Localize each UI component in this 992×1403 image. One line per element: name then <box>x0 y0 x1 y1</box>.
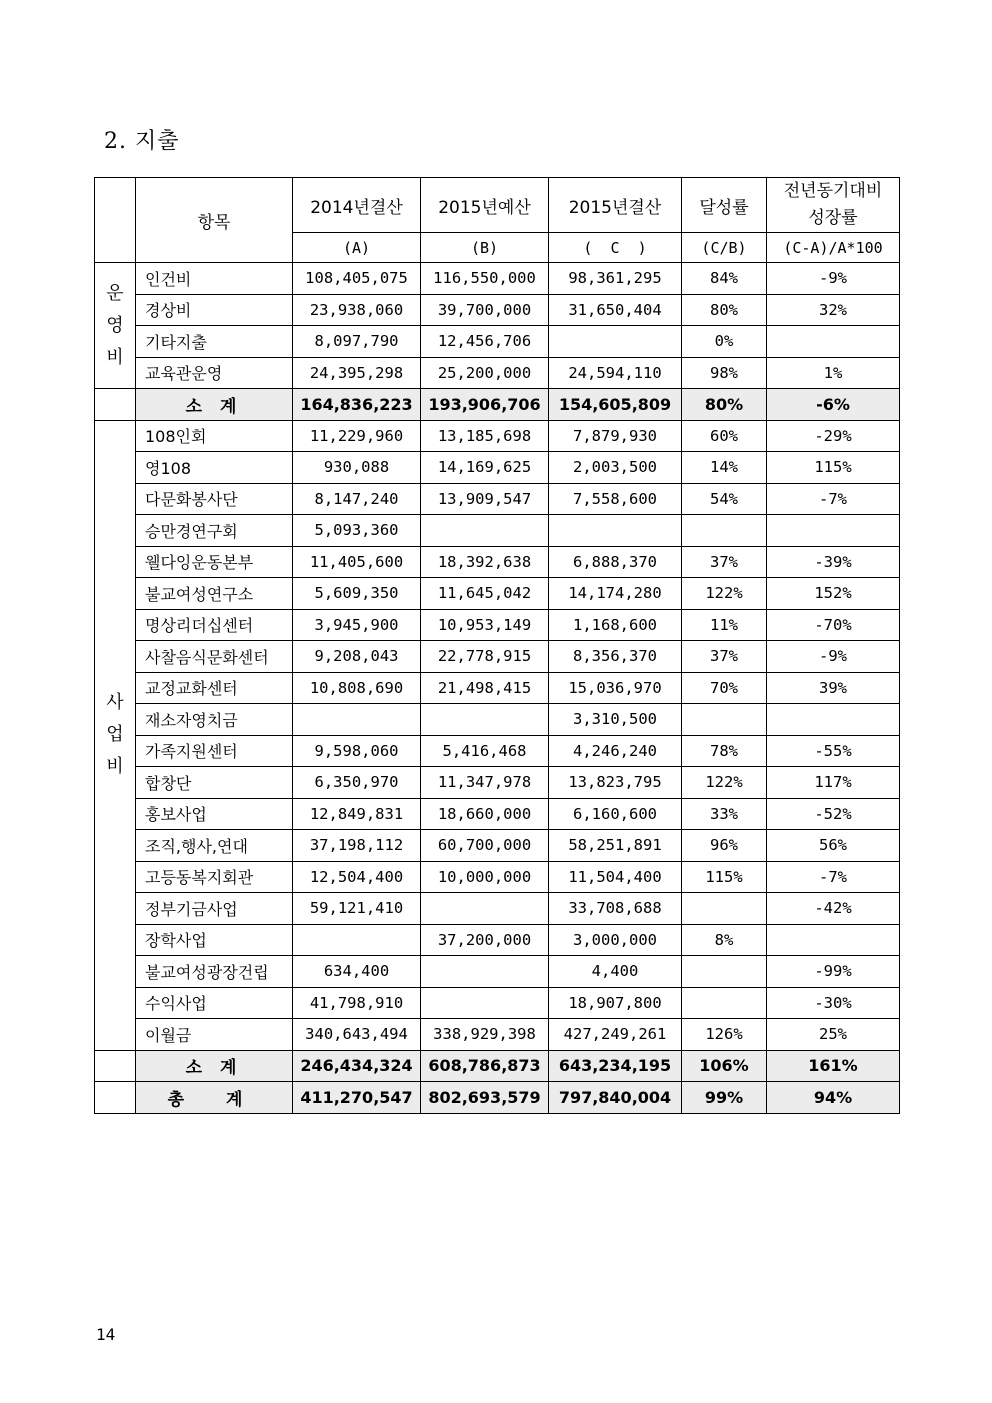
cell-2015-budget: 12,456,706 <box>421 326 549 358</box>
table-row <box>95 263 900 295</box>
group-label-char: 영 <box>106 314 124 336</box>
row-item-name: 명상리더십센터 <box>136 609 293 641</box>
cell-growth-rate <box>767 924 900 956</box>
cell-2015-settlement: 4,400 <box>549 956 682 988</box>
cell-2015-budget: 193,906,706 <box>421 389 549 421</box>
header-growth-line2: 성장률 <box>808 208 858 228</box>
table-row <box>95 893 900 925</box>
cell-2014-settlement: 24,395,298 <box>293 357 421 389</box>
cell-2015-budget <box>421 987 549 1019</box>
row-item-name: 승만경연구회 <box>136 515 293 547</box>
cell-2015-budget: 11,347,978 <box>421 767 549 799</box>
cell-2015-budget: 21,498,415 <box>421 672 549 704</box>
cell-growth-rate: 1% <box>767 357 900 389</box>
row-item-name: 조직,행사,연대 <box>136 830 293 862</box>
cell-growth-rate: 39% <box>767 672 900 704</box>
cell-2015-settlement <box>549 326 682 358</box>
cell-2015-budget: 14,169,625 <box>421 452 549 484</box>
cell-2015-settlement: 7,558,600 <box>549 483 682 515</box>
page-number: 14 <box>96 1325 116 1344</box>
cell-2015-budget: 39,700,000 <box>421 294 549 326</box>
row-item-name: 기타지출 <box>136 326 293 358</box>
group-label-char: 운 <box>106 282 124 304</box>
cell-2015-settlement: 24,594,110 <box>549 357 682 389</box>
cell-achievement-rate: 70% <box>682 672 767 704</box>
subtotal-blank-cell <box>95 389 136 421</box>
cell-2015-budget <box>421 956 549 988</box>
cell-2015-settlement: 13,823,795 <box>549 767 682 799</box>
cell-growth-rate: -39% <box>767 546 900 578</box>
cell-2015-settlement: 18,907,800 <box>549 987 682 1019</box>
cell-2014-settlement: 340,643,494 <box>293 1019 421 1051</box>
row-item-name: 인건비 <box>136 263 293 295</box>
cell-2014-settlement: 11,405,600 <box>293 546 421 578</box>
table-row <box>95 767 900 799</box>
row-item-name: 불교여성연구소 <box>136 578 293 610</box>
cell-growth-rate: 117% <box>767 767 900 799</box>
cell-growth-rate <box>767 704 900 736</box>
group-label-char: 사 <box>106 692 124 713</box>
subtotal-row <box>95 389 900 421</box>
table-row <box>95 578 900 610</box>
cell-2014-settlement: 164,836,223 <box>293 389 421 421</box>
total-label: 총 계 <box>136 1082 293 1114</box>
total-row <box>95 1082 900 1114</box>
cell-achievement-rate: 126% <box>682 1019 767 1051</box>
cell-2014-settlement: 6,350,970 <box>293 767 421 799</box>
cell-2015-settlement: 14,174,280 <box>549 578 682 610</box>
row-item-name: 불교여성광장건립 <box>136 956 293 988</box>
cell-achievement-rate: 0% <box>682 326 767 358</box>
cell-2014-settlement: 5,093,360 <box>293 515 421 547</box>
cell-achievement-rate: 78% <box>682 735 767 767</box>
cell-2015-budget: 802,693,579 <box>421 1082 549 1114</box>
table-row <box>95 452 900 484</box>
expenditure-table <box>94 177 900 1114</box>
cell-2015-settlement: 1,168,600 <box>549 609 682 641</box>
cell-2014-settlement: 8,097,790 <box>293 326 421 358</box>
row-item-name: 재소자영치금 <box>136 704 293 736</box>
cell-2015-budget: 338,929,398 <box>421 1019 549 1051</box>
row-item-name: 고등동복지회관 <box>136 861 293 893</box>
cell-growth-rate: -9% <box>767 263 900 295</box>
header-item: 항목 <box>136 178 293 263</box>
cell-achievement-rate: 122% <box>682 578 767 610</box>
cell-growth-rate: -70% <box>767 609 900 641</box>
cell-2015-budget <box>421 704 549 736</box>
row-item-name: 영108 <box>136 452 293 484</box>
table-row <box>95 861 900 893</box>
cell-achievement-rate: 106% <box>682 1050 767 1082</box>
cell-2014-settlement: 12,504,400 <box>293 861 421 893</box>
cell-2015-settlement: 643,234,195 <box>549 1050 682 1082</box>
cell-growth-rate: 152% <box>767 578 900 610</box>
cell-achievement-rate: 96% <box>682 830 767 862</box>
cell-2015-budget: 116,550,000 <box>421 263 549 295</box>
table-row <box>95 641 900 673</box>
cell-achievement-rate <box>682 893 767 925</box>
table-row <box>95 672 900 704</box>
cell-growth-rate: -7% <box>767 483 900 515</box>
cell-achievement-rate: 98% <box>682 357 767 389</box>
row-item-name: 108인회 <box>136 420 293 452</box>
cell-achievement-rate: 80% <box>682 389 767 421</box>
group-label-business <box>95 420 136 1050</box>
cell-2015-settlement <box>549 515 682 547</box>
cell-2015-settlement: 3,000,000 <box>549 924 682 956</box>
header-sub-a: (A) <box>293 233 421 263</box>
cell-2015-budget: 10,000,000 <box>421 861 549 893</box>
row-item-name: 합창단 <box>136 767 293 799</box>
cell-2014-settlement: 12,849,831 <box>293 798 421 830</box>
cell-2015-budget: 37,200,000 <box>421 924 549 956</box>
table-row <box>95 515 900 547</box>
cell-2015-budget: 18,392,638 <box>421 546 549 578</box>
cell-growth-rate: -9% <box>767 641 900 673</box>
header-col-c: 2015년결산 <box>549 178 682 233</box>
cell-2015-budget: 11,645,042 <box>421 578 549 610</box>
cell-achievement-rate <box>682 987 767 1019</box>
cell-growth-rate: -29% <box>767 420 900 452</box>
cell-achievement-rate: 8% <box>682 924 767 956</box>
cell-2015-budget: 13,185,698 <box>421 420 549 452</box>
header-blank-cell <box>95 178 136 263</box>
subtotal-label: 소 계 <box>136 389 293 421</box>
cell-2015-budget: 5,416,468 <box>421 735 549 767</box>
cell-2015-settlement: 15,036,970 <box>549 672 682 704</box>
cell-growth-rate: -7% <box>767 861 900 893</box>
cell-achievement-rate: 60% <box>682 420 767 452</box>
cell-2015-budget: 18,660,000 <box>421 798 549 830</box>
table-row <box>95 1019 900 1051</box>
table-row <box>95 546 900 578</box>
group-label-char: 비 <box>106 346 124 368</box>
cell-growth-rate: 115% <box>767 452 900 484</box>
cell-2015-budget <box>421 515 549 547</box>
cell-2015-budget: 22,778,915 <box>421 641 549 673</box>
cell-growth-rate: -52% <box>767 798 900 830</box>
header-sub-growth: (C-A)/A*100 <box>767 233 900 263</box>
table-row <box>95 704 900 736</box>
cell-growth-rate: -6% <box>767 389 900 421</box>
group-label-char: 업 <box>106 724 124 745</box>
cell-2014-settlement: 8,147,240 <box>293 483 421 515</box>
header-sub-c: ( C ) <box>549 233 682 263</box>
header-col-rate: 달성률 <box>682 178 767 233</box>
cell-growth-rate <box>767 515 900 547</box>
cell-2015-budget: 25,200,000 <box>421 357 549 389</box>
table-row <box>95 609 900 641</box>
cell-2014-settlement <box>293 704 421 736</box>
cell-achievement-rate <box>682 515 767 547</box>
header-row <box>95 178 900 233</box>
cell-2014-settlement: 9,598,060 <box>293 735 421 767</box>
cell-2015-budget: 13,909,547 <box>421 483 549 515</box>
header-col-growth <box>767 178 900 233</box>
cell-2015-budget: 10,953,149 <box>421 609 549 641</box>
subtotal-label: 소 계 <box>136 1050 293 1082</box>
cell-2015-settlement: 3,310,500 <box>549 704 682 736</box>
cell-growth-rate: 25% <box>767 1019 900 1051</box>
table-row <box>95 357 900 389</box>
cell-growth-rate: -99% <box>767 956 900 988</box>
cell-2014-settlement: 9,208,043 <box>293 641 421 673</box>
row-item-name: 장학사업 <box>136 924 293 956</box>
header-col-b: 2015년예산 <box>421 178 549 233</box>
cell-2014-settlement: 411,270,547 <box>293 1082 421 1114</box>
row-item-name: 정부기금사업 <box>136 893 293 925</box>
cell-achievement-rate: 37% <box>682 546 767 578</box>
cell-2015-budget: 60,700,000 <box>421 830 549 862</box>
cell-achievement-rate: 37% <box>682 641 767 673</box>
cell-growth-rate: -30% <box>767 987 900 1019</box>
table-row <box>95 987 900 1019</box>
cell-growth-rate: 94% <box>767 1082 900 1114</box>
table-row <box>95 294 900 326</box>
cell-2015-settlement: 154,605,809 <box>549 389 682 421</box>
row-item-name: 경상비 <box>136 294 293 326</box>
cell-2015-settlement: 58,251,891 <box>549 830 682 862</box>
cell-2014-settlement: 246,434,324 <box>293 1050 421 1082</box>
cell-growth-rate <box>767 326 900 358</box>
cell-2015-settlement: 8,356,370 <box>549 641 682 673</box>
cell-2014-settlement: 5,609,350 <box>293 578 421 610</box>
cell-2015-settlement: 4,246,240 <box>549 735 682 767</box>
cell-achievement-rate <box>682 704 767 736</box>
row-item-name: 웰다잉운동본부 <box>136 546 293 578</box>
row-item-name: 홍보사업 <box>136 798 293 830</box>
header-growth-line1: 전년동기대비 <box>783 181 883 201</box>
cell-achievement-rate: 115% <box>682 861 767 893</box>
row-item-name: 수익사업 <box>136 987 293 1019</box>
cell-2015-settlement: 6,160,600 <box>549 798 682 830</box>
group-label-char: 비 <box>106 756 124 777</box>
header-sub-rate: (C/B) <box>682 233 767 263</box>
cell-2015-settlement: 2,003,500 <box>549 452 682 484</box>
row-item-name: 교정교화센터 <box>136 672 293 704</box>
table-row <box>95 798 900 830</box>
cell-achievement-rate: 84% <box>682 263 767 295</box>
cell-growth-rate: -42% <box>767 893 900 925</box>
row-item-name: 다문화봉사단 <box>136 483 293 515</box>
cell-2014-settlement: 108,405,075 <box>293 263 421 295</box>
table-row <box>95 420 900 452</box>
cell-2014-settlement: 37,198,112 <box>293 830 421 862</box>
cell-2014-settlement: 59,121,410 <box>293 893 421 925</box>
cell-achievement-rate: 33% <box>682 798 767 830</box>
cell-2015-settlement: 33,708,688 <box>549 893 682 925</box>
row-item-name: 교육관운영 <box>136 357 293 389</box>
table-row <box>95 956 900 988</box>
cell-2015-settlement: 797,840,004 <box>549 1082 682 1114</box>
cell-achievement-rate: 11% <box>682 609 767 641</box>
table-row <box>95 326 900 358</box>
cell-achievement-rate: 80% <box>682 294 767 326</box>
cell-2015-settlement: 7,879,930 <box>549 420 682 452</box>
cell-achievement-rate: 14% <box>682 452 767 484</box>
cell-2015-settlement: 427,249,261 <box>549 1019 682 1051</box>
cell-2014-settlement: 10,808,690 <box>293 672 421 704</box>
subtotal-row <box>95 1050 900 1082</box>
header-sub-b: (B) <box>421 233 549 263</box>
header-col-a: 2014년결산 <box>293 178 421 233</box>
cell-2014-settlement <box>293 924 421 956</box>
subtotal-blank-cell <box>95 1050 136 1082</box>
cell-2015-budget <box>421 893 549 925</box>
cell-2015-settlement: 6,888,370 <box>549 546 682 578</box>
cell-2015-settlement: 31,650,404 <box>549 294 682 326</box>
cell-achievement-rate: 54% <box>682 483 767 515</box>
row-item-name: 가족지원센터 <box>136 735 293 767</box>
cell-2015-budget: 608,786,873 <box>421 1050 549 1082</box>
cell-2014-settlement: 41,798,910 <box>293 987 421 1019</box>
total-blank-cell <box>95 1082 136 1114</box>
cell-2014-settlement: 23,938,060 <box>293 294 421 326</box>
cell-2014-settlement: 930,088 <box>293 452 421 484</box>
table-row <box>95 483 900 515</box>
row-item-name: 이월금 <box>136 1019 293 1051</box>
table-row <box>95 830 900 862</box>
cell-achievement-rate <box>682 956 767 988</box>
cell-2014-settlement: 11,229,960 <box>293 420 421 452</box>
group-label-operating <box>95 263 136 389</box>
cell-2014-settlement: 634,400 <box>293 956 421 988</box>
row-item-name: 사찰음식문화센터 <box>136 641 293 673</box>
cell-growth-rate: 32% <box>767 294 900 326</box>
cell-achievement-rate: 99% <box>682 1082 767 1114</box>
section-title: 2. 지출 <box>104 129 180 154</box>
cell-2015-settlement: 98,361,295 <box>549 263 682 295</box>
cell-achievement-rate: 122% <box>682 767 767 799</box>
cell-growth-rate: -55% <box>767 735 900 767</box>
cell-2015-settlement: 11,504,400 <box>549 861 682 893</box>
cell-growth-rate: 56% <box>767 830 900 862</box>
cell-growth-rate: 161% <box>767 1050 900 1082</box>
table-row <box>95 735 900 767</box>
table-row <box>95 924 900 956</box>
cell-2014-settlement: 3,945,900 <box>293 609 421 641</box>
